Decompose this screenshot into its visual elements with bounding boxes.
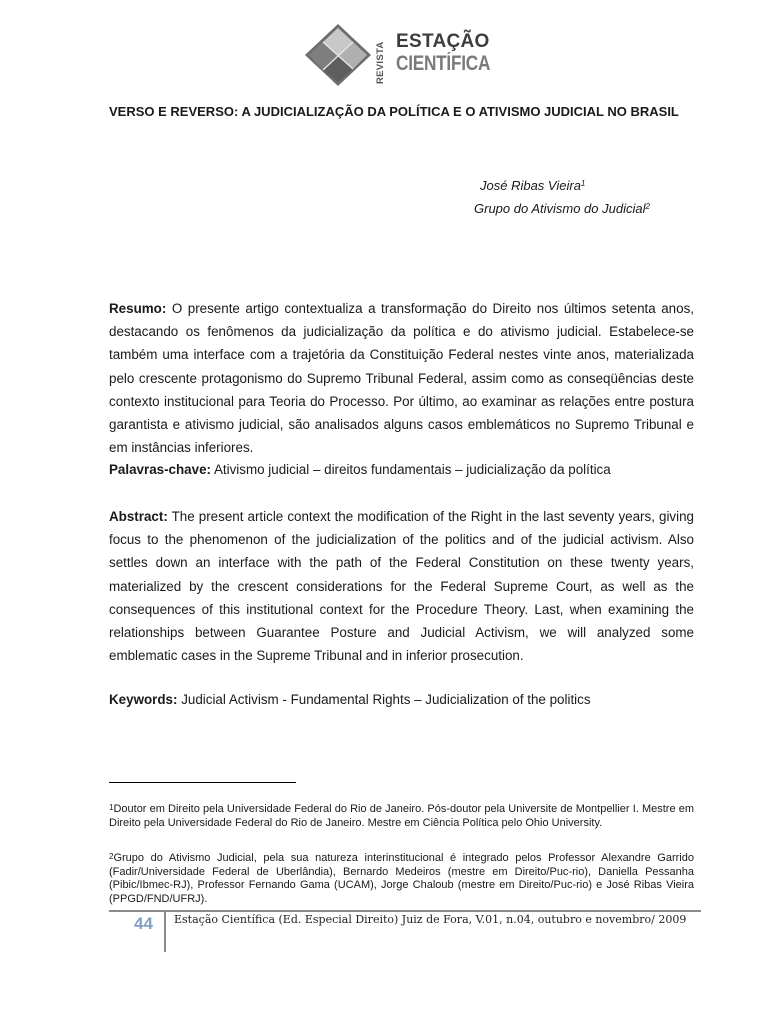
page-number: 44	[134, 914, 153, 933]
footer-divider	[109, 910, 701, 912]
footnote-mark: 1	[109, 803, 114, 812]
keywords-label: Keywords:	[109, 692, 178, 707]
author-group-line	[474, 201, 650, 217]
article-title: VERSO E REVERSO: A JUDICIALIZAÇÃO DA POLÍTICA E O ATIVISMO JUDICIAL NO BRASIL	[109, 104, 679, 119]
footnote-mark: 2	[109, 852, 114, 861]
footnote-1	[109, 803, 694, 830]
footnote-ref: 2	[645, 202, 650, 211]
resumo-label: Resumo:	[109, 301, 167, 316]
abstract-paragraph	[109, 505, 694, 667]
journal-logo	[303, 22, 491, 88]
palavras-chave-line	[109, 458, 694, 481]
diamond-emblem-icon	[303, 22, 373, 88]
palavras-chave-label: Palavras-chave:	[109, 462, 211, 477]
author-line	[480, 178, 585, 194]
palavras-chave-text: Ativismo judicial – direitos fundamentais – judicialização da política	[211, 462, 611, 477]
abstract-label: Abstract:	[109, 509, 168, 524]
author-group-name: Grupo do Ativismo do Judicial	[474, 201, 646, 216]
footnote-divider	[109, 782, 296, 783]
footnote-text: Grupo do Ativismo Judicial, pela sua natureza interinstitucional é integrado pelos Professor Alexandre Garrido (Fadir/Universidade Federal de Uberlândia), Bernardo Medeiros (mestre em Direito/Puc-rio), Daniella Pessanha (Pibic/Ibmec-RJ), Professor Fernando Gama (UCAM), Jorge Chaloub (mestre em Direito/Puc-rio) e José Ribas Vieira (PPGD/FND/UFRJ).	[109, 852, 694, 905]
footer-citation: Estação Científica (Ed. Especial Direito) Juiz de Fora, V.01, n.04, outubro e novembro/ 2009	[174, 913, 687, 926]
keywords-line	[109, 688, 694, 711]
footnote-2	[109, 852, 694, 906]
resumo-paragraph	[109, 297, 694, 459]
logo-revista-text: REVISTA	[375, 41, 386, 84]
abstract-text: The present article context the modification of the Right in the last seventy years, giving focus to the phenomenon of the judicialization of the politics and of the judicial activism. Also settles down an interface with the path of the Federal Constitution on these twenty years, materialized by the crescent considerations for the Federal Supreme Court, as well as the consequences of this institutional context for the Procedure Theory. Last, when examining the relationships between Guarantee Posture and Judicial Activism, we will analyzed some emblematic cases in the Supreme Tribunal and in inferior prosecution.	[109, 509, 694, 664]
author-name: José Ribas Vieira	[480, 178, 581, 193]
footnote-text: Doutor em Direito pela Universidade Federal do Rio de Janeiro. Pós-doutor pela Universite de Montpellier I. Mestre em Direito pela Universidade Federal do Rio de Janeiro. Mestre em Ciência Política pelo Ohio University.	[109, 803, 694, 829]
footer-vertical-divider	[164, 912, 166, 952]
logo-cientifica-text: CIENTÍFICA	[396, 52, 491, 75]
logo-estacao-text: ESTAÇÃO	[396, 31, 490, 52]
resumo-text: O presente artigo contextualiza a transformação do Direito nos últimos setenta anos, destacando os fenômenos da judicialização da política e do ativismo judicial. Estabelece-se também uma interface com a trajetória da Constituição Federal nestes vinte anos, materializada pelo crescente protagonismo do Supremo Tribunal Federal, assim como as conseqüências deste contexto institucional para Teoria do Processo. Por último, ao examinar as relações entre postura garantista e ativismo judicial, são analisados alguns casos emblemáticos no Supremo Tribunal e em instâncias inferiores.	[109, 301, 694, 456]
keywords-text: Judicial Activism - Fundamental Rights – Judicialization of the politics	[177, 692, 591, 707]
footnote-ref: 1	[580, 179, 586, 188]
